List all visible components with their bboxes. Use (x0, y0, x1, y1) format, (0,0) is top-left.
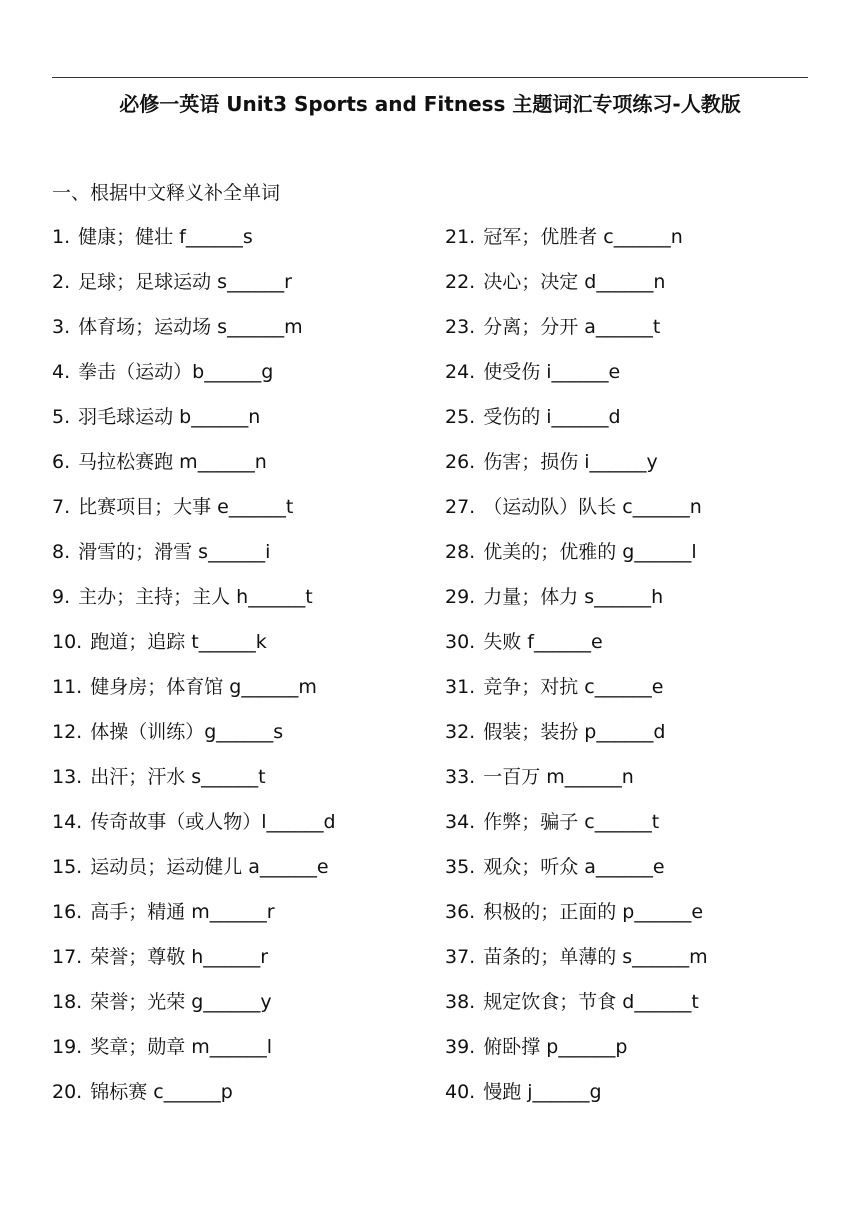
exercise-item-10 (52, 627, 432, 672)
item-number: 21. (445, 226, 476, 248)
item-text: 荣誉；尊敬 h______r (90, 946, 269, 968)
item-text: 作弊；骗子 c______t (483, 811, 660, 833)
item-number: 26. (445, 451, 476, 473)
exercise-item-36 (445, 897, 825, 942)
item-text: 比赛项目；大事 e______t (78, 496, 294, 518)
item-text: 决心；决定 d______n (483, 271, 666, 293)
exercise-item-23 (445, 312, 825, 357)
item-text: 体操（训练）g______s (90, 721, 284, 743)
item-number: 30. (445, 631, 476, 653)
exercise-item-40 (445, 1077, 825, 1122)
document-title: 必修一英语 Unit3 Sports and Fitness 主题词汇专项练习-人教版 (119, 92, 741, 116)
exercise-item-29 (445, 582, 825, 627)
item-text: 力量；体力 s______h (483, 586, 664, 608)
exercise-item-38 (445, 987, 825, 1032)
item-text: 慢跑 j______g (483, 1081, 602, 1103)
item-text: 滑雪的；滑雪 s______i (78, 541, 271, 563)
exercise-item-15 (52, 852, 432, 897)
exercise-item-18 (52, 987, 432, 1032)
item-number: 23. (445, 316, 476, 338)
exercise-item-34 (445, 807, 825, 852)
item-text: 跑道；追踪 t______k (90, 631, 267, 653)
item-text: 羽毛球运动 b______n (78, 406, 261, 428)
exercise-item-37 (445, 942, 825, 987)
item-text: 优美的；优雅的 g______l (483, 541, 697, 563)
item-text: 锦标赛 c______p (90, 1081, 233, 1103)
item-number: 24. (445, 361, 476, 383)
exercise-item-9 (52, 582, 432, 627)
item-number: 29. (445, 586, 476, 608)
exercise-item-11 (52, 672, 432, 717)
exercise-item-17 (52, 942, 432, 987)
left-column (52, 222, 432, 1122)
item-number: 40. (445, 1081, 476, 1103)
item-text: 伤害；损伤 i______y (483, 451, 658, 473)
item-text: 积极的；正面的 p______e (483, 901, 704, 923)
exercise-item-2 (52, 267, 432, 312)
item-number: 8. (52, 541, 71, 563)
item-text: 分离；分开 a______t (483, 316, 661, 338)
item-text: 失败 f______e (483, 631, 603, 653)
item-text: 足球；足球运动 s______r (78, 271, 292, 293)
item-text: 健身房；体育馆 g______m (90, 676, 317, 698)
exercise-item-27 (445, 492, 825, 537)
item-number: 36. (445, 901, 476, 923)
item-text: 出汗；汗水 s______t (90, 766, 266, 788)
item-number: 12. (52, 721, 83, 743)
exercise-item-6 (52, 447, 432, 492)
right-column (445, 222, 825, 1122)
item-number: 20. (52, 1081, 83, 1103)
exercise-item-1 (52, 222, 432, 267)
item-text: 主办；主持；主人 h______t (78, 586, 313, 608)
item-text: 一百万 m______n (483, 766, 634, 788)
exercise-item-7 (52, 492, 432, 537)
item-text: 假装；装扮 p______d (483, 721, 666, 743)
item-number: 11. (52, 676, 83, 698)
item-text: 传奇故事（或人物）l______d (90, 811, 336, 833)
exercise-item-19 (52, 1032, 432, 1077)
item-number: 3. (52, 316, 71, 338)
item-number: 10. (52, 631, 83, 653)
item-text: 规定饮食；节食 d______t (483, 991, 699, 1013)
item-number: 7. (52, 496, 71, 518)
exercise-item-20 (52, 1077, 432, 1122)
exercise-item-13 (52, 762, 432, 807)
item-number: 28. (445, 541, 476, 563)
item-text: 观众；听众 a______e (483, 856, 665, 878)
item-number: 2. (52, 271, 71, 293)
item-number: 1. (52, 226, 71, 248)
item-number: 25. (445, 406, 476, 428)
item-text: 俯卧撑 p______p (483, 1036, 628, 1058)
item-number: 16. (52, 901, 83, 923)
item-number: 19. (52, 1036, 83, 1058)
exercise-item-25 (445, 402, 825, 447)
item-text: 荣誉；光荣 g______y (90, 991, 272, 1013)
item-text: 受伤的 i______d (483, 406, 621, 428)
item-text: 马拉松赛跑 m______n (78, 451, 267, 473)
exercise-item-32 (445, 717, 825, 762)
exercise-item-12 (52, 717, 432, 762)
item-number: 33. (445, 766, 476, 788)
item-number: 18. (52, 991, 83, 1013)
item-number: 37. (445, 946, 476, 968)
item-number: 14. (52, 811, 83, 833)
item-number: 15. (52, 856, 83, 878)
item-text: 运动员；运动健儿 a______e (90, 856, 329, 878)
item-number: 22. (445, 271, 476, 293)
item-text: 拳击（运动）b______g (78, 361, 274, 383)
item-number: 34. (445, 811, 476, 833)
item-text: 使受伤 i______e (483, 361, 621, 383)
item-number: 5. (52, 406, 71, 428)
item-text: 奖章；勋章 m______l (90, 1036, 273, 1058)
item-number: 31. (445, 676, 476, 698)
item-text: （运动队）队长 c______n (483, 496, 702, 518)
item-number: 35. (445, 856, 476, 878)
item-number: 32. (445, 721, 476, 743)
exercise-item-14 (52, 807, 432, 852)
item-text: 竞争；对抗 c______e (483, 676, 664, 698)
header-rule (52, 77, 808, 78)
section-heading: 一、根据中文释义补全单词 (52, 182, 281, 204)
exercise-item-31 (445, 672, 825, 717)
item-number: 9. (52, 586, 71, 608)
exercise-item-33 (445, 762, 825, 807)
item-text: 体育场；运动场 s______m (78, 316, 303, 338)
item-number: 27. (445, 496, 476, 518)
item-number: 6. (52, 451, 71, 473)
item-number: 13. (52, 766, 83, 788)
exercise-item-16 (52, 897, 432, 942)
exercise-item-39 (445, 1032, 825, 1077)
exercise-item-22 (445, 267, 825, 312)
exercise-item-35 (445, 852, 825, 897)
item-number: 38. (445, 991, 476, 1013)
exercise-item-4 (52, 357, 432, 402)
item-number: 17. (52, 946, 83, 968)
exercise-item-21 (445, 222, 825, 267)
exercise-item-26 (445, 447, 825, 492)
item-text: 苗条的；单薄的 s______m (483, 946, 708, 968)
item-text: 冠军；优胜者 c______n (483, 226, 683, 248)
exercise-item-5 (52, 402, 432, 447)
exercise-item-30 (445, 627, 825, 672)
exercise-item-24 (445, 357, 825, 402)
item-number: 39. (445, 1036, 476, 1058)
item-text: 高手；精通 m______r (90, 901, 275, 923)
item-number: 4. (52, 361, 71, 383)
exercise-item-3 (52, 312, 432, 357)
exercise-item-8 (52, 537, 432, 582)
exercise-item-28 (445, 537, 825, 582)
item-text: 健康；健壮 f______s (78, 226, 253, 248)
